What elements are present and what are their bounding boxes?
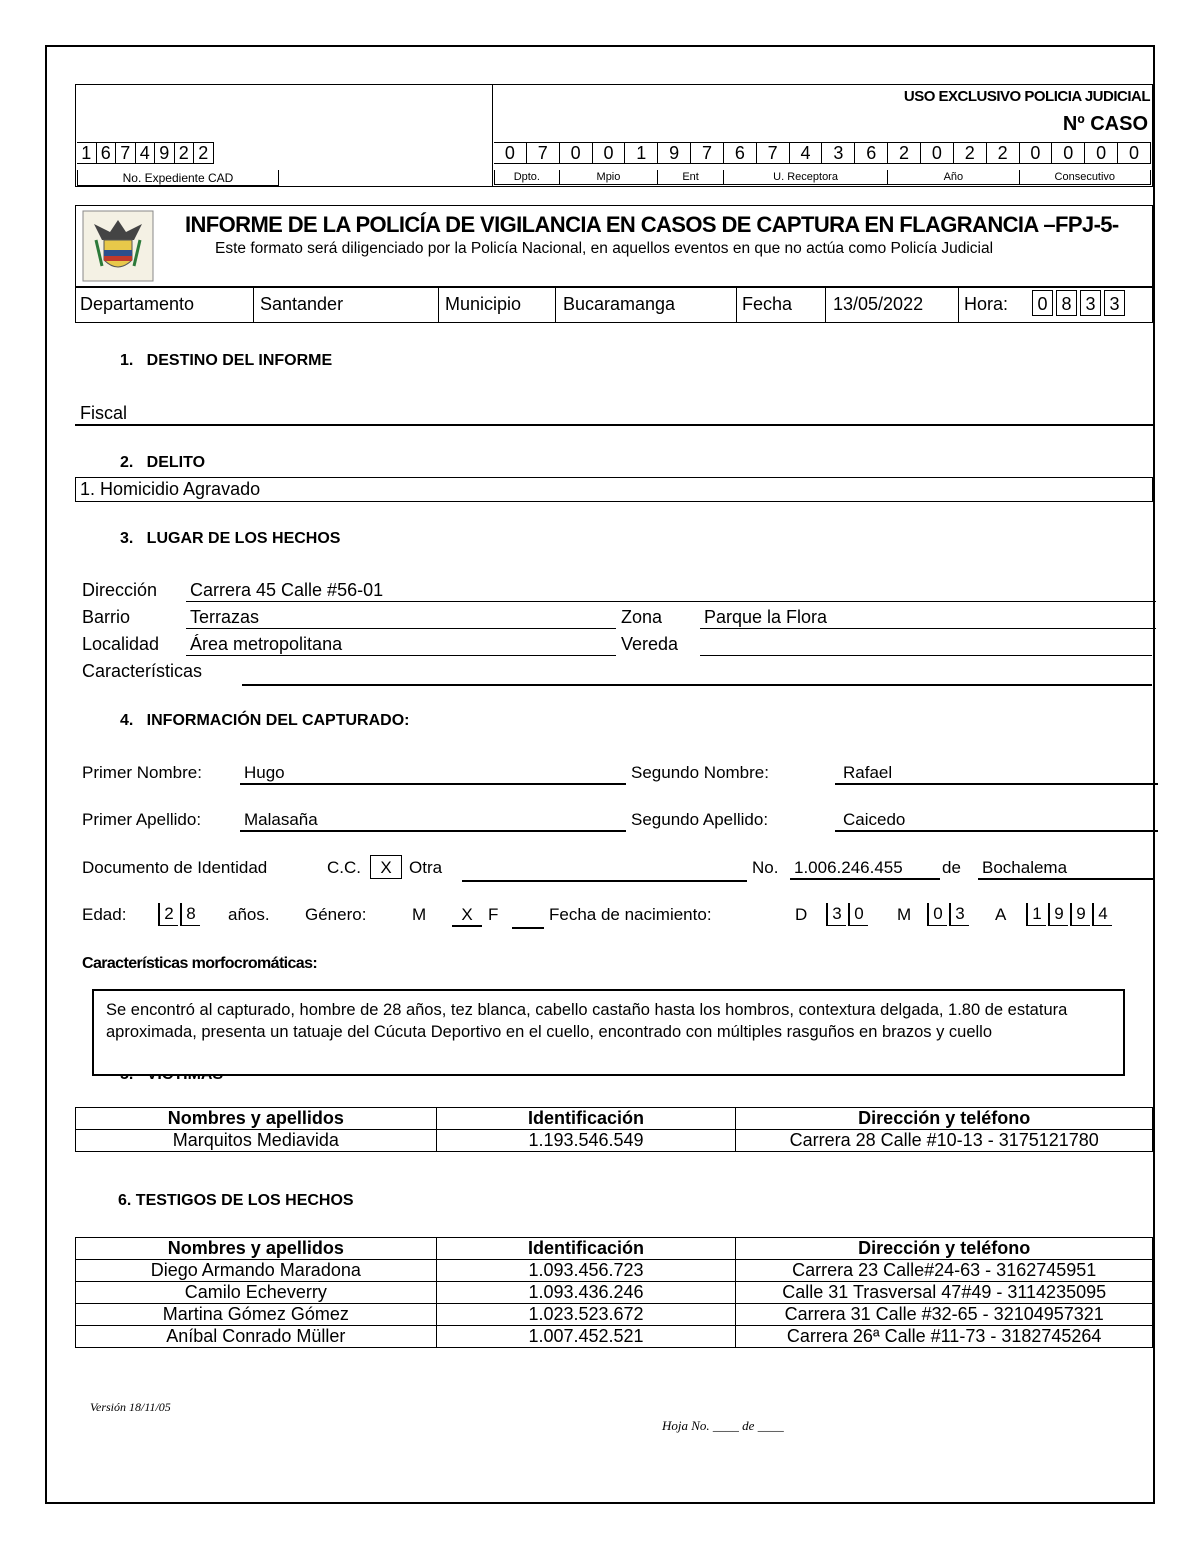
destino-value: Fiscal: [80, 403, 128, 423]
expediente-digit: 2: [175, 143, 195, 163]
primer-apellido-label: Primer Apellido:: [82, 810, 202, 829]
hoja-label: Hoja No. ____ de ____: [662, 1418, 784, 1433]
case-sublabel: U. Receptora: [724, 170, 888, 185]
fecha-label: Fecha: [742, 294, 793, 314]
documento-de-value: Bochalema: [978, 858, 1154, 880]
nacimiento-d-digits: [826, 903, 870, 926]
morfo-box: [92, 989, 1125, 1076]
expediente-digit: 4: [136, 143, 156, 163]
zona-value: Parque la Flora: [700, 607, 1156, 629]
genero-m-mark[interactable]: X: [452, 905, 482, 927]
victima-identificacion: 1.193.546.549: [436, 1130, 736, 1152]
table-row: [76, 1260, 1153, 1282]
nacimiento-d-label: D: [795, 905, 808, 924]
caracteristicas-label: Características: [82, 661, 203, 681]
victimas-header-direccion: Dirección y teléfono: [736, 1108, 1153, 1130]
nacimiento-m-digit: 3: [949, 903, 969, 926]
case-digit: 6: [724, 143, 757, 163]
vereda-label: Vereda: [621, 634, 679, 654]
testigo-nombre: Camilo Echeverry: [76, 1282, 437, 1304]
testigos-header-nombres: Nombres y apellidos: [76, 1238, 437, 1260]
otra-label: Otra: [409, 858, 443, 877]
testigo-nombre: Martina Gómez Gómez: [76, 1304, 437, 1326]
primer-nombre-label: Primer Nombre:: [82, 763, 202, 782]
expediente-digit: 9: [155, 143, 175, 163]
case-sublabel: Dpto.: [494, 170, 560, 185]
case-digit: 6: [855, 143, 888, 163]
testigo-identificacion: 1.093.436.246: [436, 1282, 736, 1304]
cc-label: C.C.: [327, 858, 361, 877]
case-digit: 0: [494, 143, 527, 163]
nacimiento-a-digit: 9: [1070, 903, 1090, 926]
segundo-apellido-value: Caicedo: [835, 810, 1158, 832]
case-digit: 9: [658, 143, 691, 163]
case-digit: 7: [691, 143, 724, 163]
colombia-seal-icon: [82, 210, 154, 282]
nacimiento-a-digit: 1: [1026, 903, 1046, 926]
hora-digits: [1032, 290, 1128, 316]
testigos-table: [75, 1237, 1153, 1348]
primer-apellido-value: Malasaña: [240, 810, 626, 832]
municipio-label: Municipio: [445, 294, 522, 314]
no-label: No.: [752, 858, 779, 877]
genero-m-label: M: [412, 905, 427, 924]
primer-nombre-value: Hugo: [240, 763, 626, 785]
section-1-title: 1. DESTINO DEL INFORME: [120, 352, 333, 369]
section-3-title: 3. LUGAR DE LOS HECHOS: [120, 530, 341, 547]
victima-nombre: Marquitos Mediavida: [76, 1130, 437, 1152]
case-no-label: Nº CASO: [1062, 113, 1148, 135]
case-sublabel: Consecutivo: [1020, 170, 1151, 185]
testigo-identificacion: 1.093.456.723: [436, 1260, 736, 1282]
case-sublabel: Año: [888, 170, 1019, 185]
segundo-nombre-label: Segundo Nombre:: [631, 763, 769, 782]
report-subtitle: Este formato será diligenciado por la Policía Nacional, en aquellos eventos en que no actúa como Policía Judicial: [215, 240, 994, 257]
case-digit: 2: [888, 143, 921, 163]
case-sublabel: Ent: [658, 170, 724, 185]
edad-label: Edad:: [82, 905, 127, 924]
nacimiento-m-digit: 0: [927, 903, 947, 926]
case-digit: 7: [757, 143, 790, 163]
victimas-header-identificacion: Identificación: [436, 1108, 736, 1130]
testigos-header-direccion: Dirección y teléfono: [736, 1238, 1153, 1260]
expediente-digit: 7: [116, 143, 136, 163]
nacimiento-m-label: M: [897, 905, 912, 924]
nacimiento-a-digits: [1026, 903, 1114, 926]
exclusive-use-label: USO EXCLUSIVO POLICIA JUDICIAL: [903, 88, 1150, 105]
expediente-digits: [77, 142, 214, 164]
genero-label: Género:: [305, 905, 367, 924]
de-label: de: [942, 858, 961, 877]
testigos-header-identificacion: Identificación: [436, 1238, 736, 1260]
hora-digit: 8: [1056, 290, 1077, 316]
case-digit: 0: [560, 143, 593, 163]
morfo-label: Características morfocromáticas:: [82, 955, 318, 972]
case-digit: 4: [790, 143, 823, 163]
case-digit: 0: [1118, 143, 1151, 163]
barrio-value: Terrazas: [186, 607, 616, 629]
cc-checkbox[interactable]: X: [370, 855, 402, 879]
nacimiento-d-digit: 0: [848, 903, 868, 926]
nacimiento-a-digit: 4: [1092, 903, 1112, 926]
otra-line: [462, 860, 747, 882]
genero-f-mark[interactable]: [512, 907, 544, 929]
documento-no-value: 1.006.246.455: [790, 858, 940, 880]
localidad-value: Área metropolitana: [186, 634, 616, 656]
case-digit: 1: [625, 143, 658, 163]
nacimiento-label: Fecha de nacimiento:: [549, 905, 712, 924]
case-sublabels: [494, 170, 1151, 186]
table-row: [76, 1326, 1153, 1348]
morfo-text: Se encontró al capturado, hombre de 28 años, tez blanca, cabello castaño hasta los hombros, contextura delgada, 1.80 de estatura aproximada, presenta un tatuaje del Cúcuta Deportivo en el cuello, encontrado con múltiples rasguños en brazos y cuello: [106, 1001, 1068, 1041]
case-digit: 3: [822, 143, 855, 163]
case-sublabel: Mpio: [560, 170, 659, 185]
vereda-value: [700, 634, 1152, 656]
expediente-label: No. Expediente CAD: [77, 170, 279, 186]
table-row: [76, 1282, 1153, 1304]
caracteristicas-value: [242, 664, 1152, 686]
segundo-nombre-value: Rafael: [835, 763, 1158, 785]
edad-digit: 8: [180, 903, 200, 926]
expediente-digit: 1: [77, 143, 97, 163]
anos-label: años.: [228, 905, 270, 924]
testigo-nombre: Aníbal Conrado Müller: [76, 1326, 437, 1348]
nacimiento-a-label: A: [995, 905, 1007, 924]
testigo-identificacion: 1.007.452.521: [436, 1326, 736, 1348]
expediente-digit: 2: [194, 143, 214, 163]
localidad-label: Localidad: [82, 634, 160, 654]
victima-direccion: Carrera 28 Calle #10-13 - 3175121780: [736, 1130, 1153, 1152]
case-digit: 0: [1052, 143, 1085, 163]
victimas-header-nombres: Nombres y apellidos: [76, 1108, 437, 1130]
zona-label: Zona: [621, 607, 663, 627]
genero-f-label: F: [488, 905, 499, 924]
nacimiento-a-digit: 9: [1048, 903, 1068, 926]
nacimiento-m-digits: [927, 903, 971, 926]
section-2-title: 2. DELITO: [120, 454, 206, 471]
barrio-label: Barrio: [82, 607, 131, 627]
table-row: [76, 1304, 1153, 1326]
direccion-label: Dirección: [82, 580, 158, 600]
version-label: Versión 18/11/05: [90, 1400, 171, 1414]
delito-value: 1. Homicidio Agravado: [80, 479, 261, 499]
case-digit: 0: [921, 143, 954, 163]
testigo-direccion: Carrera 31 Calle #32-65 - 32104957321: [736, 1304, 1153, 1326]
fecha-value: 13/05/2022: [833, 294, 924, 314]
report-title: INFORME DE LA POLICÍA DE VIGILANCIA EN CASOS DE CAPTURA EN FLAGRANCIA –FPJ-5-: [185, 212, 1119, 237]
hora-label: Hora:: [964, 294, 1009, 314]
edad-digit: 2: [158, 903, 178, 926]
departamento-label: Departamento: [80, 294, 195, 314]
departamento-value: Santander: [260, 294, 344, 314]
nacimiento-d-digit: 3: [826, 903, 846, 926]
section-6-title: 6. TESTIGOS DE LOS HECHOS: [118, 1192, 354, 1209]
testigo-identificacion: 1.023.523.672: [436, 1304, 736, 1326]
case-digit: 2: [987, 143, 1020, 163]
testigo-direccion: Carrera 26ª Calle #11-73 - 3182745264: [736, 1326, 1153, 1348]
hora-digit: 3: [1104, 290, 1125, 316]
edad-digits: [158, 903, 202, 926]
case-digit: 0: [1020, 143, 1053, 163]
municipio-value: Bucaramanga: [563, 294, 676, 314]
documento-label: Documento de Identidad: [82, 858, 268, 877]
hora-digit: 0: [1032, 290, 1053, 316]
expediente-digit: 6: [97, 143, 117, 163]
case-digit: 7: [527, 143, 560, 163]
victimas-table: [75, 1107, 1153, 1152]
case-digit: 2: [954, 143, 987, 163]
case-digit: 0: [1085, 143, 1118, 163]
hora-digit: 3: [1080, 290, 1101, 316]
case-digit: 0: [593, 143, 626, 163]
section-4-title: 4. INFORMACIÓN DEL CAPTURADO:: [120, 712, 410, 729]
direccion-value: Carrera 45 Calle #56-01: [186, 580, 1156, 602]
segundo-apellido-label: Segundo Apellido:: [631, 810, 769, 829]
testigo-direccion: Calle 31 Trasversal 47#49 - 3114235095: [736, 1282, 1153, 1304]
table-row: [76, 1130, 1153, 1152]
testigo-nombre: Diego Armando Maradona: [76, 1260, 437, 1282]
case-number-digits: [494, 142, 1151, 164]
testigo-direccion: Carrera 23 Calle#24-63 - 3162745951: [736, 1260, 1153, 1282]
